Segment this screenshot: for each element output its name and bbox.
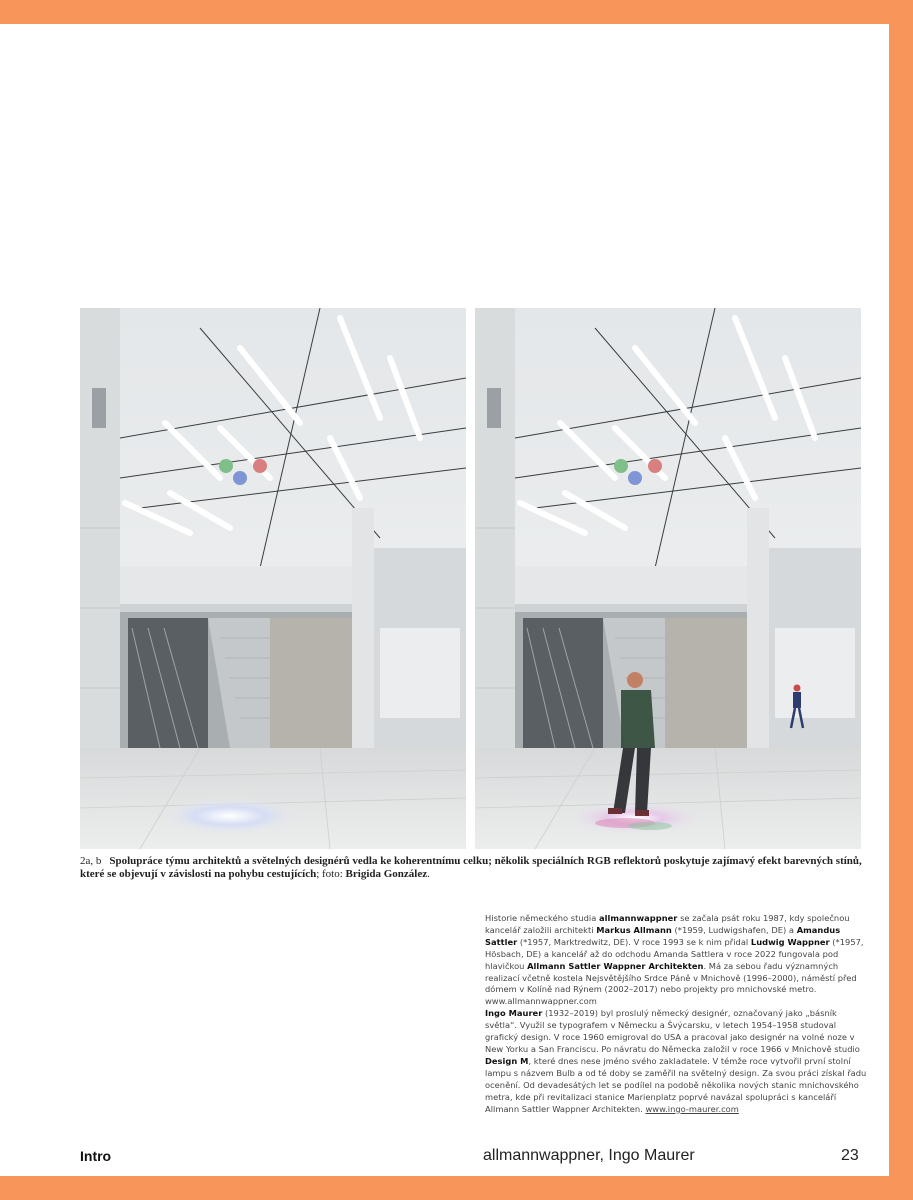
ingo-maurer-link[interactable]: www.ingo-maurer.com	[645, 1103, 739, 1114]
p1-run: Ludwig Wappner	[750, 936, 830, 947]
p2-run: Design M	[485, 1055, 529, 1066]
caption-text: Spolupráce týmu architektů a světelných designérů vedla ke koherentnímu celku; několik speciálních RGB reflektorů poskytuje zajímavý efekt barevných stínů, které se objevují v závislosti na pohybu cestujících	[80, 855, 862, 880]
p1-run: (*1959, Ludwigshafen, DE) a	[671, 924, 797, 935]
footer-title: allmannwappner, Ingo Maurer	[483, 1147, 695, 1164]
photo-station-b	[475, 308, 861, 849]
photo-station-a-image	[80, 308, 466, 849]
p1-run: (*1957, Hösbach, DE) a kancelář až do odchodu Amanda Sattlera v roce 2022 fungovala pod hlavičkou	[485, 936, 864, 971]
photo-station-b-image	[475, 308, 861, 849]
page-number: 23	[841, 1147, 859, 1164]
p1-run: se začala psát roku 1987, kdy společnou kancelář založili architekti	[485, 913, 850, 935]
caption-photographer: Brigida González	[345, 868, 428, 880]
figure-caption	[80, 855, 866, 881]
p2-run: , které dnes nese jméno svého zakladatele. V témže roce vytvořil první stolní lampu s názvem Bulb a od té doby se zaměřil na světelný design. Za svou práci získal řadu ocenění. Od devadesátých let se podílel na podobě několika nových stanic mnichovského metra, kde při revitalizaci stanice Marienplatz poprvé navázal spolupráci s kanceláří Allmann Sattler Wappner Architekten.	[485, 1055, 867, 1114]
p1-run: allmannwappner	[599, 913, 678, 923]
p2-run: Ingo Maurer	[485, 1008, 543, 1019]
footer-section: Intro	[80, 1148, 112, 1164]
p1-run: Markus Allmann	[596, 924, 672, 935]
p1-run: Historie německého studia	[485, 913, 599, 923]
page	[0, 24, 889, 1176]
p1-run: Amandus Sattler	[485, 924, 841, 947]
p2-run: (1932–2019) byl proslulý německý designér, označovaný jako „básník světla“. Využil se typografem v Německu a Švýcarsku, v letech 1954–1958 studoval grafický design. V roce 1960 emigroval do USA a pracoval jako designér na volné noze v New Yorku a San Franciscu. Po návratu do Německa založil v roce 1966 v Mnichově studio	[485, 1008, 860, 1054]
p1-run: . Má za sebou řadu významných realizací včetně kostela Nejsvětějšího Srdce Páně v Mnichově (1996–2000), náměstí před dómem v Kolíně nad Rýnem (2002–2017) nebo projekty pro mnichovské metro. www.allmannwappner.com	[485, 960, 857, 1007]
paragraph-allmannwappner	[485, 913, 870, 1008]
caption-number: 2a, b	[80, 855, 102, 867]
paragraph-ingo-maurer	[485, 1008, 870, 1115]
caption-end: .	[427, 868, 430, 880]
caption-photo-prefix: ; foto:	[316, 868, 346, 880]
photo-station-a	[80, 308, 466, 849]
body-text	[485, 913, 870, 1115]
p1-run: (*1957, Marktredwitz, DE). V roce 1993 se k nim přidal	[517, 936, 751, 947]
p1-run: Allmann Sattler Wappner Architekten	[527, 960, 704, 971]
